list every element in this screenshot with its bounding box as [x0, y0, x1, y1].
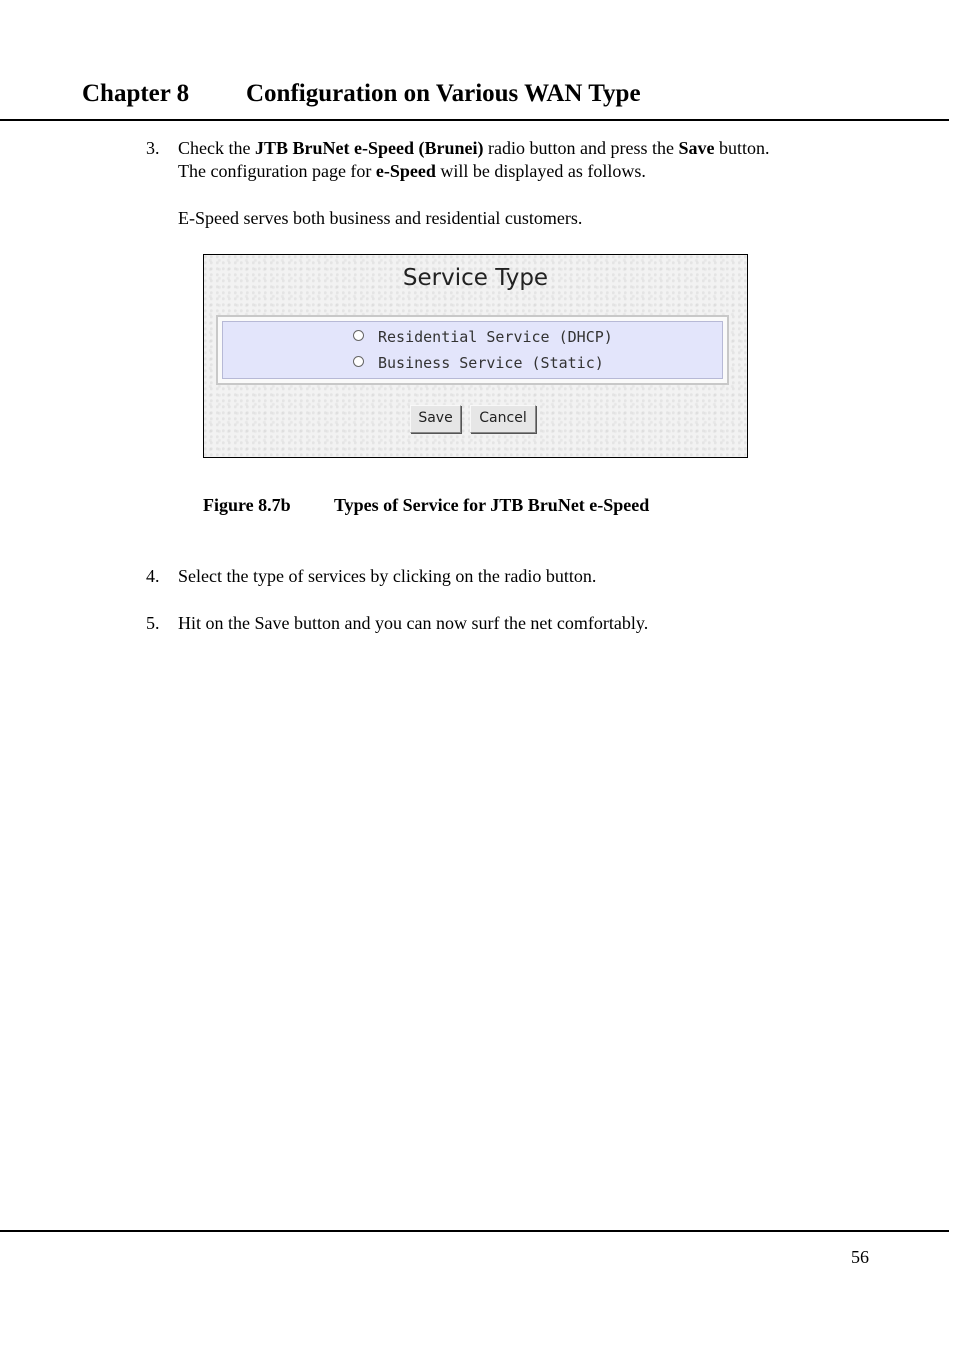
- step-3-text: The configuration page for: [178, 161, 376, 181]
- chapter-title: Configuration on Various WAN Type: [246, 80, 641, 107]
- step-3-bold-save: Save: [678, 138, 715, 158]
- figure-caption: Types of Service for JTB BruNet e-Speed: [334, 495, 650, 515]
- residential-service-label: Residential Service (DHCP): [378, 328, 613, 346]
- residential-service-option[interactable]: [353, 328, 613, 346]
- step-3-text: will be displayed as follows.: [435, 161, 646, 181]
- step-3-text: radio button and press the: [483, 138, 679, 158]
- service-type-screenshot: [203, 254, 748, 458]
- step-3-line-1: [178, 137, 769, 160]
- figure-label: Figure 8.7b: [203, 495, 291, 515]
- step-5-text: Hit on the Save button and you can now surf the net comfortably.: [178, 613, 649, 633]
- step-3-text: Check the: [178, 138, 255, 158]
- page-number: 56: [851, 1247, 869, 1267]
- save-button[interactable]: Save: [410, 405, 461, 433]
- step-5-number: 5.: [146, 613, 160, 633]
- step-3-line-2: [178, 160, 646, 183]
- step-3-number: 3.: [146, 138, 160, 158]
- step-4-text: Select the type of services by clicking on the radio button.: [178, 566, 597, 586]
- business-service-option[interactable]: [353, 354, 604, 372]
- service-options-inner: [222, 321, 723, 379]
- footer-rule: [0, 1230, 949, 1232]
- service-type-title: Service Type: [402, 265, 549, 291]
- business-service-label: Business Service (Static): [378, 354, 604, 372]
- header-rule: [0, 119, 949, 121]
- step-3-bold-jtb: JTB BruNet e-Speed (Brunei): [254, 138, 484, 158]
- cancel-button[interactable]: Cancel: [470, 405, 536, 433]
- chapter-number: Chapter 8: [82, 80, 190, 107]
- step-3-line-3: E-Speed serves both business and residential customers.: [178, 208, 583, 228]
- step-3-bold-espeed: e-Speed: [375, 161, 436, 181]
- service-options-panel: [216, 315, 729, 385]
- step-4-number: 4.: [146, 566, 160, 586]
- radio-icon[interactable]: [353, 356, 364, 367]
- step-3-text: button.: [714, 138, 770, 158]
- radio-icon[interactable]: [353, 330, 364, 341]
- chapter-header: [82, 80, 641, 108]
